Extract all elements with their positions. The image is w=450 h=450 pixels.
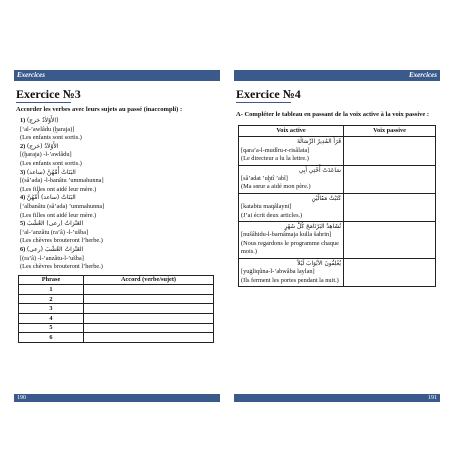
french: (Ils ferment les portes pendant la nuit.) [241,276,339,284]
table-row: 1 [19,285,214,295]
arabic-sentence: كَتَبْتُ مَقَالَيْنِ [311,195,341,202]
translit: [nušâhidu-l-barnâmaja kulla šahrin] [241,231,332,239]
passive-answer-cell[interactable] [344,258,436,286]
page-number: 191 [428,395,437,401]
translit: [yuġliqûna-l-’abwâba laylan] [241,268,315,276]
left-page-header: Exercices [14,70,220,81]
item-3: 3) (ساعد) البَنَاتُ أُمَّهُنَّ [20,168,76,176]
table-row: 6 [19,333,214,343]
item-6-translit: [(ra’â) -l-’anzâtu-l-’ušba] [20,254,84,262]
column-header-passive: Voix passive [344,126,436,137]
page-number: 190 [17,395,26,401]
item-1-translit: [‘al-’awlâdu (ḫaraja)] [20,125,75,133]
item-2: 2) (خرج) الأَوْلاَدُ [20,142,59,150]
table-row [239,258,436,286]
passive-answer-cell[interactable] [344,165,436,193]
table-row: 5 [19,323,214,333]
arabic-sentence: يُغْلِقُونَ الأَبْوَابَ لَيْلاً [297,260,341,267]
answer-cell[interactable] [84,323,214,333]
answer-cell[interactable] [84,314,214,324]
passive-answer-cell[interactable] [344,222,436,259]
exercise-4-instruction: A- Compléter le tableau en passant de la voix active à la voix passive : [236,111,430,118]
column-header-active: Voix active [239,126,344,137]
exercise-3-items [20,117,220,272]
table-header-row [19,275,214,285]
french: (J’ai écrit deux articles.) [241,211,303,219]
arabic-sentence: قَرَأَ المُدِيرُ الرِّسَالَةَ [297,139,341,146]
item-3-translit: [(sâ’ada) -l-banâtu ’ummahunna] [20,177,104,185]
right-page-footer [234,394,440,402]
table-row: 2 [19,294,214,304]
accord-table [18,275,214,343]
item-5-translit: [‘al-’anzâtu (ra’â) -l-’ušba] [20,228,89,236]
item-6-french: (Les chèvres brouteront l’herbe.) [20,263,103,271]
left-page [14,70,220,402]
table-row [239,137,436,165]
left-page-footer [14,394,220,402]
right-page [234,70,440,402]
french: (Nous regardons le programme chaque mois.) [241,239,339,256]
answer-cell[interactable] [84,333,214,343]
arabic-sentence: نُشَاهِدُ البَرْنَامَجَ كُلَّ شَهْرٍ [284,224,341,231]
item-4-translit: [‘albanâtu (sâ’ada) ’ummahunna] [20,202,105,210]
voice-table [238,125,436,287]
table-row: 4 [19,314,214,324]
item-2-french: (Les enfants sont sortis.) [20,159,82,167]
answer-cell[interactable] [84,285,214,295]
answer-cell[interactable] [84,294,214,304]
french: (Ma sœur a aidé mon père.) [241,183,311,191]
table-row [239,222,436,259]
right-page-header: Exercices [234,70,440,81]
item-5-french: (Les chèvres brouteront l’herbe.) [20,237,103,245]
answer-cell[interactable] [84,304,214,314]
item-2-translit: [(ḫaraja) -l-’awlâdu] [20,151,72,159]
exercise-3-title: Exercice №3 [16,87,81,101]
table-row [239,165,436,193]
table-row: 3 [19,304,214,314]
arabic-sentence: سَاعَدَتْ أُخْتِي أَبِي [298,167,341,174]
exercise-4-title: Exercice №4 [236,87,301,101]
table-row [239,193,436,221]
translit: [katabtu maqâlayni] [241,203,292,211]
translit: [sâ’adat ’uḫtî ’abî] [241,175,288,183]
column-header-accord: Accord (verbe/sujet) [84,275,214,285]
column-header-phrase: Phrase [19,275,84,285]
translit: [qara’a-l-mudîru-r-risâlata] [241,146,310,154]
french: (Le directeur a lu la lettre.) [241,155,309,163]
item-6: 6) (رعى) العَنْزاتُ العُشْبَ [20,245,84,253]
title-rule [16,102,71,103]
passive-answer-cell[interactable] [344,137,436,165]
item-4: 4) البَنَاتُ (ساعد) أُمَّهُنَّ [20,194,76,202]
item-3-french: (Les filles ont aidé leur mère.) [20,185,97,193]
passive-answer-cell[interactable] [344,193,436,221]
item-5: 5) العَنْزاتُ (رعى) العُشْبَ [20,220,84,228]
exercise-3-instruction: Accorder les verbes avec leurs sujets au passé (inaccompli) : [16,106,183,113]
title-rule [236,102,291,103]
table-header-row [239,126,436,137]
item-4-french: (Les filles ont aidé leur mère.) [20,211,97,219]
item-1-french: (Les enfants sont sortis.) [20,134,82,142]
item-1: 1) (الأَوْلاَدُ خرج) [20,117,59,124]
